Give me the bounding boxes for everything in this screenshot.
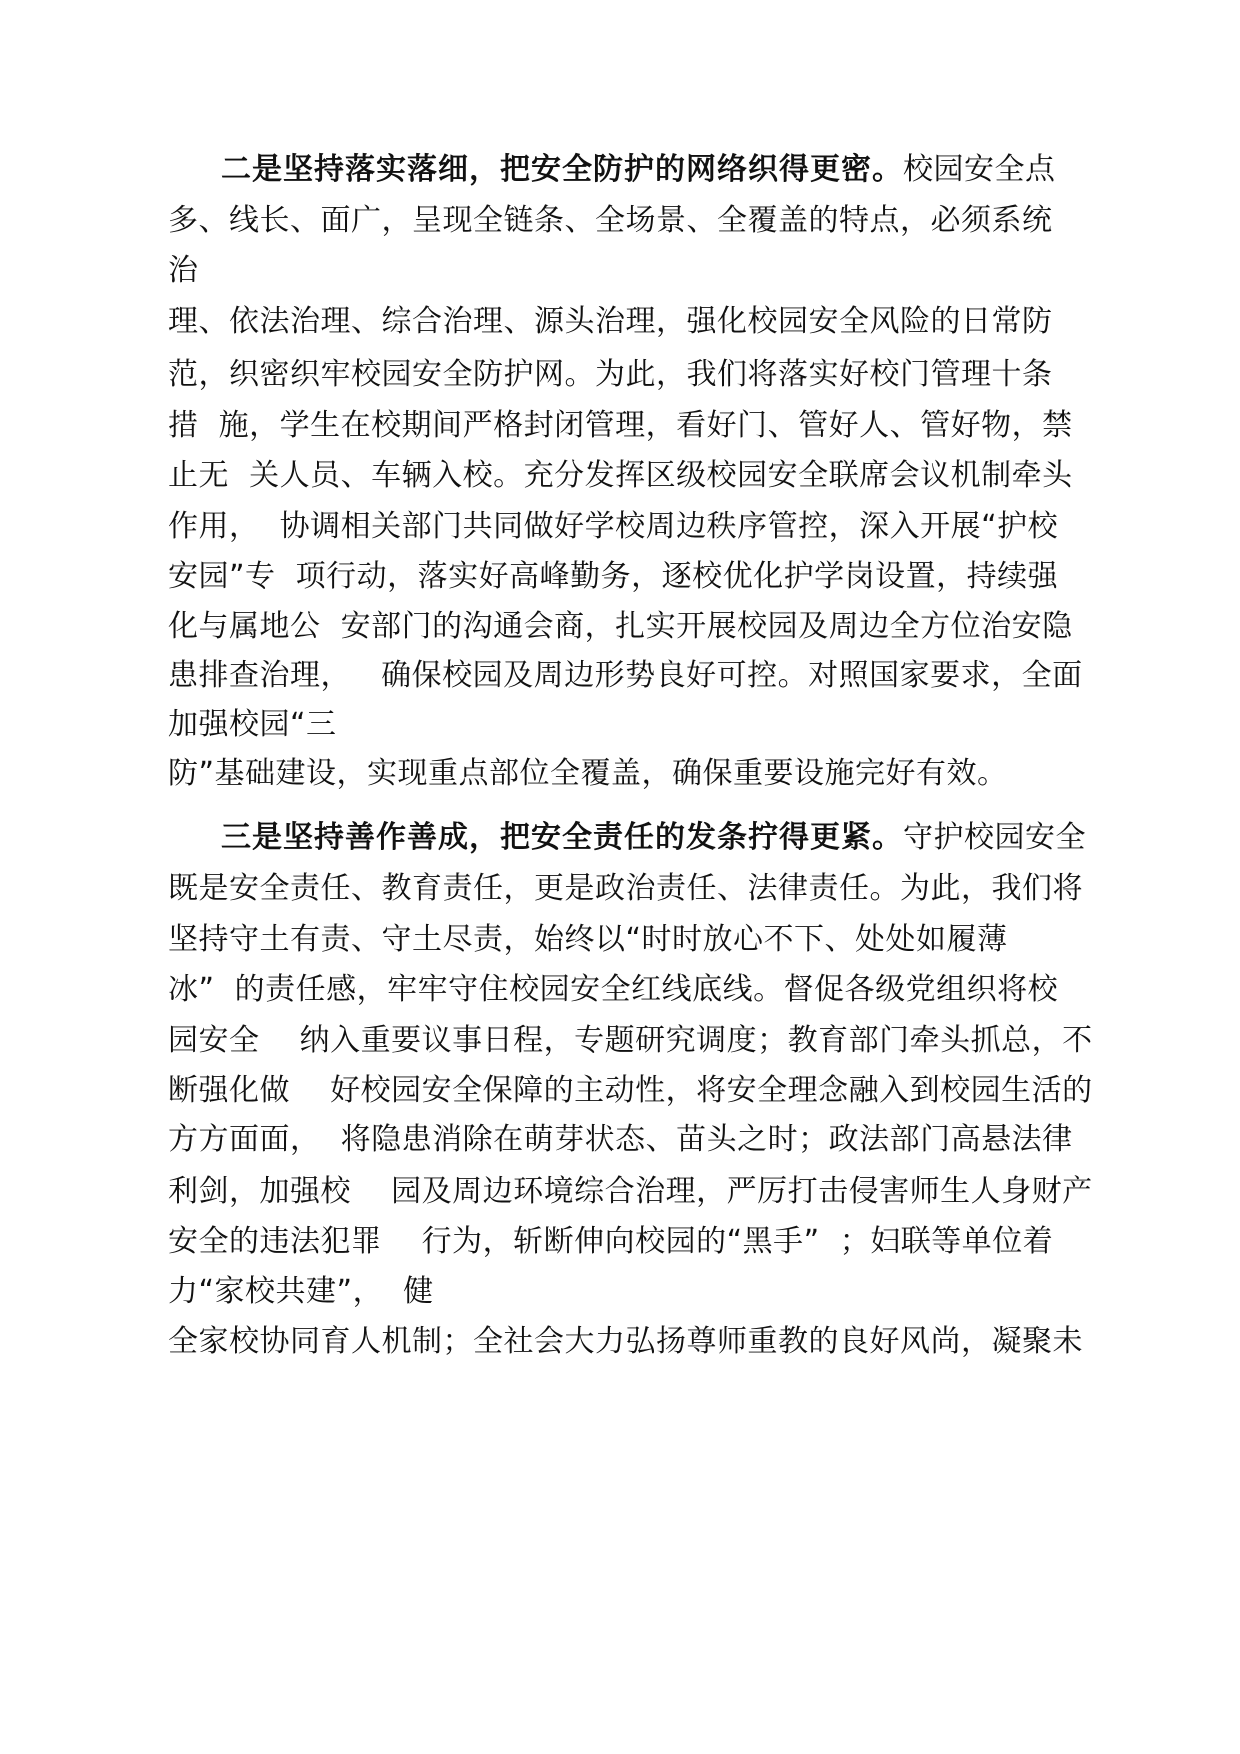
section-two-line-12: 加强校园“三: [168, 707, 337, 742]
section-two-line-10: 化与属地公 安部门的沟通会商，扎实开展校园及周边全方位治安隐: [168, 609, 1073, 644]
section-three-line-9: 安全的违法犯罪 行为，斩断伸向校园的“黑手” ；妇联等单位着: [168, 1224, 1054, 1259]
section-two-line-9: 安园”专 项行动，落实好高峰勤务，逐校优化护学岗设置，持续强: [168, 559, 1059, 594]
section-three-line-3: 坚持守土有责、守土尽责，始终以“时时放心不下、处处如履薄: [168, 922, 1008, 957]
section-two-line-1-rest: 校园安全点: [903, 152, 1056, 187]
section-three-line-7: 方方面面， 将隐患消除在萌芽状态、苗头之时；政法部门高悬法律: [168, 1122, 1073, 1157]
section-two-lead: 二是坚持落实落细，把安全防护的网络织得更密。: [221, 152, 903, 187]
section-three-lead: 三是坚持善作善成，把安全责任的发条拧得更紧。: [221, 820, 903, 855]
section-two-line-11: 患排查治理， 确保校园及周边形势良好可控。对照国家要求，全面: [168, 658, 1083, 693]
section-two-line-6: 措 施，学生在校期间严格封闭管理，看好门、管好人、管好物，禁: [168, 408, 1073, 443]
section-two-line-1: [221, 150, 1056, 190]
section-three-line-10: 力“家校共建”， 健: [168, 1274, 434, 1309]
section-three-line-5: 园安全 纳入重要议事日程，专题研究调度；教育部门牵头抓总，不: [168, 1023, 1093, 1058]
section-three-line-6: 断强化做 好校园安全保障的主动性，将安全理念融入到校园生活的: [168, 1073, 1093, 1108]
section-two-line-3: 治: [168, 253, 199, 288]
section-three-line-2: 既是安全责任、教育责任，更是政治责任、法律责任。为此，我们将: [168, 871, 1083, 906]
section-two-line-5: 范，织密织牢校园安全防护网。为此，我们将落实好校门管理十条: [168, 357, 1053, 392]
section-three-line-4: 冰” 的责任感，牢牢守住校园安全红线底线。督促各级党组织将校: [168, 972, 1059, 1007]
section-three-line-1: [221, 818, 1086, 858]
section-two-line-7: 止无 关人员、车辆入校。充分发挥区级校园安全联席会议机制牵头: [168, 458, 1073, 493]
section-two-line-13: 防”基础建设，实现重点部位全覆盖，确保重要设施完好有效。: [168, 756, 1008, 791]
section-three-line-1-rest: 守护校园安全: [903, 820, 1086, 855]
section-two-line-8: 作用， 协调相关部门共同做好学校周边秩序管控，深入开展“护校: [168, 509, 1059, 544]
section-two-line-2: 多、线长、面广，呈现全链条、全场景、全覆盖的特点，必须系统: [168, 203, 1053, 238]
section-three-line-11: 全家校协同育人机制；全社会大力弘扬尊师重教的良好风尚，凝聚未: [168, 1324, 1083, 1359]
section-two-line-4: 理、依法治理、综合治理、源头治理，强化校园安全风险的日常防: [168, 304, 1053, 339]
section-three-line-8: 利剑，加强校 园及周边环境综合治理，严厉打击侵害师生人身财产: [168, 1174, 1093, 1209]
